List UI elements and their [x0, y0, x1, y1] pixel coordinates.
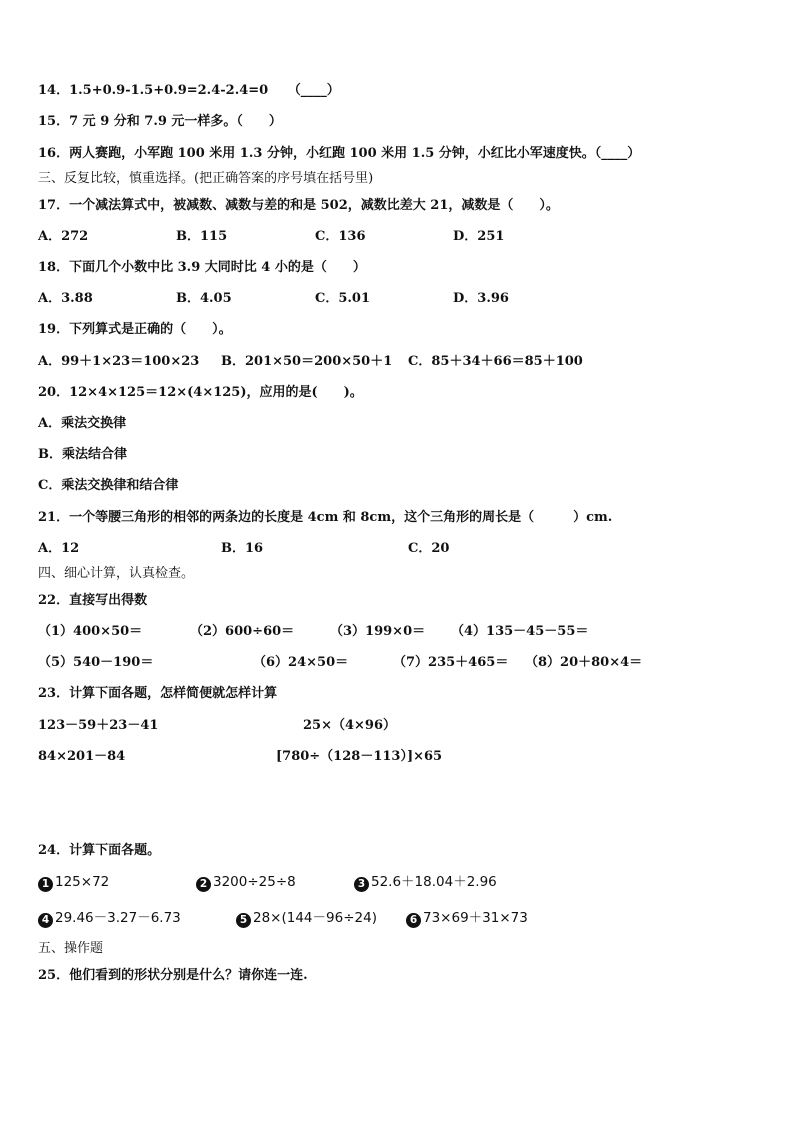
question-24-expr-5: 28×(144－96÷24)	[253, 910, 377, 926]
question-16: 16．两人赛跑，小军跑 100 米用 1.3 分钟，小红跑 100 米用 1.5 分钟，小红比小军速度快。（____）	[38, 146, 641, 161]
circled-number-2: 2	[196, 877, 211, 892]
question-22-item-6: （6）24×50＝	[253, 655, 349, 670]
question-17-option-b: B．115	[176, 229, 228, 244]
question-24-stem: 24．计算下面各题。	[38, 843, 161, 858]
question-23-item-3: 84×201－84	[38, 749, 126, 764]
question-24-item-1	[38, 873, 109, 892]
question-22-item-8: （8）20＋80×4＝	[525, 655, 643, 670]
question-19-option-b: B．201×50＝200×50＋1	[221, 354, 393, 369]
question-24-expr-3: 52.6＋18.04＋2.96	[371, 874, 497, 890]
question-19-option-a: A．99＋1×23＝100×23	[38, 354, 200, 369]
question-24-item-6	[406, 909, 528, 928]
question-24-item-3	[354, 873, 497, 892]
question-20-option-b: B．乘法结合律	[38, 447, 127, 462]
circled-number-5: 5	[236, 913, 251, 928]
section-3-heading: 三、反复比较，慎重选择。(把正确答案的序号填在括号里)	[38, 171, 374, 186]
question-24-item-2	[196, 873, 296, 892]
question-24-item-5	[236, 909, 377, 928]
question-19-stem: 19．下列算式是正确的（ ）。	[38, 322, 232, 337]
question-17-option-c: C．136	[315, 229, 366, 244]
question-22-item-3: （3）199×0＝	[330, 624, 426, 639]
question-22-item-4: （4）135－45－55＝	[451, 624, 589, 639]
circled-number-3: 3	[354, 877, 369, 892]
question-17-option-a: A．272	[38, 229, 89, 244]
question-21-option-a: A．12	[38, 541, 80, 556]
circled-number-4: 4	[38, 913, 53, 928]
question-22-stem: 22．直接写出得数	[38, 593, 148, 608]
question-21-option-c: C．20	[408, 541, 450, 556]
section-4-heading: 四、细心计算，认真检查。	[38, 566, 195, 581]
section-5-heading: 五、操作题	[38, 941, 104, 956]
circled-number-1: 1	[38, 877, 53, 892]
question-24-expr-2: 3200÷25÷8	[213, 874, 296, 890]
circled-number-6: 6	[406, 913, 421, 928]
question-15: 15．7 元 9 分和 7.9 元一样多。（ ）	[38, 114, 282, 129]
question-23-stem: 23．计算下面各题，怎样简便就怎样计算	[38, 686, 278, 701]
question-22-item-5: （5）540－190＝	[38, 655, 154, 670]
question-18-option-a: A．3.88	[38, 291, 93, 306]
question-25: 25．他们看到的形状分别是什么？请你连一连.	[38, 968, 308, 983]
question-19-option-c: C．85＋34＋66＝85＋100	[408, 354, 583, 369]
question-18-stem: 18．下面几个小数中比 3.9 大同时比 4 小的是（ ）	[38, 260, 366, 275]
question-17-option-d: D．251	[453, 229, 505, 244]
question-24-expr-4: 29.46－3.27－6.73	[55, 910, 181, 926]
question-21-option-b: B．16	[221, 541, 264, 556]
question-23-item-1: 123－59＋23－41	[38, 718, 159, 733]
question-22-item-7: （7）235＋465＝	[393, 655, 509, 670]
question-14: 14．1.5+0.9-1.5+0.9=2.4-2.4=0 （____）	[38, 83, 340, 98]
question-18-option-c: C．5.01	[315, 291, 371, 306]
question-17-stem: 17．一个减法算式中，被减数、减数与差的和是 502，减数比差大 21，减数是（ ）。	[38, 198, 559, 213]
question-21-stem: 21．一个等腰三角形的相邻的两条边的长度是 4cm 和 8cm，这个三角形的周长是（ ）cm.	[38, 510, 613, 525]
question-20-stem: 20．12×4×125＝12×(4×125)，应用的是( )。	[38, 385, 363, 400]
question-22-item-1: （1）400×50＝	[38, 624, 143, 639]
question-18-option-b: B．4.05	[176, 291, 232, 306]
question-24-item-4	[38, 909, 181, 928]
question-23-item-2: 25×（4×96）	[303, 718, 397, 733]
question-22-item-2: （2）600÷60＝	[190, 624, 295, 639]
question-24-expr-6: 73×69＋31×73	[423, 910, 528, 926]
question-24-expr-1: 125×72	[55, 874, 110, 890]
question-18-option-d: D．3.96	[453, 291, 509, 306]
question-20-option-a: A．乘法交换律	[38, 416, 127, 431]
question-23-item-4: [780÷（128－113）]×65	[276, 749, 443, 764]
question-20-option-c: C．乘法交换律和结合律	[38, 478, 179, 493]
